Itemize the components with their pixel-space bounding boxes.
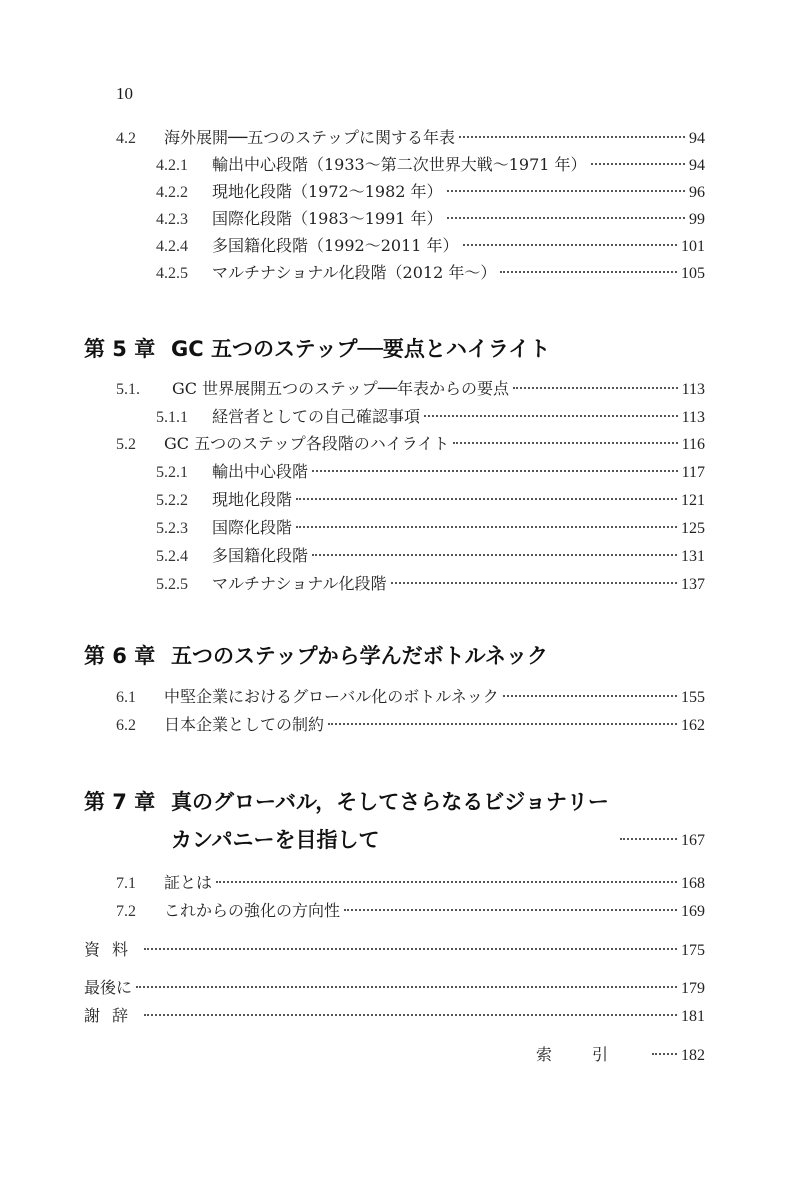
section-number: 4.2	[116, 130, 136, 147]
toc-entry-5-2-1[interactable]	[156, 460, 705, 484]
section-page: 121	[681, 492, 705, 509]
toc-entry-4-2-5[interactable]	[156, 261, 705, 285]
back-matter-page: 179	[681, 980, 705, 997]
toc-entry-index[interactable]	[536, 1043, 705, 1067]
toc-entry-5-2-5[interactable]	[156, 572, 705, 596]
back-matter-title: 最後に	[84, 978, 133, 997]
dot-leader	[463, 244, 677, 246]
toc-entry-7-2[interactable]	[116, 899, 705, 923]
section-number: 4.2.5	[156, 265, 188, 282]
dot-leader	[503, 695, 677, 697]
section-title: これからの強化の方向性	[164, 901, 341, 920]
chapter-label: 第 5 章	[84, 337, 156, 361]
toc-entry-6-1[interactable]	[116, 685, 705, 709]
section-page: 137	[681, 576, 705, 593]
chapter-title-line2: カンパニーを目指して	[171, 828, 380, 852]
section-number: 5.1.1	[156, 409, 188, 426]
toc-entry-5-2-3[interactable]	[156, 516, 705, 540]
section-page: 94	[689, 157, 705, 174]
dot-leader	[447, 190, 685, 192]
section-title: 証とは	[164, 873, 213, 892]
back-matter-page: 181	[681, 1008, 705, 1025]
toc-entry-4-2-2[interactable]	[156, 180, 705, 204]
section-title: GC 世界展開五つのステップ──年表からの要点	[172, 379, 510, 398]
chapter-title-line1: 真のグローバル，そしてさらなるビジョナリー	[171, 790, 609, 814]
section-number: 5.2.1	[156, 464, 188, 481]
dot-leader	[144, 1014, 677, 1016]
dot-leader	[391, 582, 677, 584]
section-page: 101	[681, 238, 705, 255]
toc-entry-4-2-3[interactable]	[156, 207, 705, 231]
section-title: GC 五つのステップ各段階のハイライト	[164, 434, 450, 453]
section-title: 多国籍化段階	[212, 546, 309, 565]
dot-leader	[296, 526, 677, 528]
dot-leader	[312, 470, 678, 472]
section-number: 6.1	[116, 689, 136, 706]
toc-entry-4-2-4[interactable]	[156, 234, 705, 258]
section-number: 5.2.2	[156, 492, 188, 509]
chapter-7-page-ref	[616, 829, 705, 853]
chapter-label: 第 6 章	[84, 644, 156, 668]
dot-leader	[328, 723, 677, 725]
section-page: 113	[681, 409, 705, 426]
section-title: 海外展開──五つのステップに関する年表	[164, 128, 455, 147]
dot-leader	[453, 442, 677, 444]
toc-entry-5-1[interactable]	[116, 377, 705, 401]
section-number: 7.1	[116, 875, 136, 892]
section-title: 国際化段階	[212, 518, 293, 537]
section-page: 125	[681, 520, 705, 537]
section-page: 105	[681, 265, 705, 282]
section-number: 5.2.3	[156, 520, 188, 537]
section-page: 155	[681, 689, 705, 706]
chapter-5-heading[interactable]	[84, 334, 550, 364]
section-page: 169	[681, 903, 705, 920]
back-matter-title: 索引	[536, 1045, 649, 1064]
section-page: 162	[681, 717, 705, 734]
dot-leader	[216, 881, 677, 883]
section-page: 131	[681, 548, 705, 565]
dot-leader	[620, 838, 677, 840]
dot-leader	[344, 909, 677, 911]
chapter-6-heading[interactable]	[84, 641, 548, 671]
dot-leader	[652, 1053, 677, 1055]
toc-entry-afterword[interactable]	[84, 976, 705, 1000]
section-title: 経営者としての自己確認事項	[212, 407, 421, 426]
section-number: 5.2	[116, 436, 136, 453]
section-title: 輸出中心段階	[212, 462, 309, 481]
section-title: 輸出中心段階（1933～第二次世界大戦～1971 年）	[212, 155, 587, 174]
chapter-7-heading-line2[interactable]	[171, 825, 380, 855]
section-title: マルチナショナル化段階	[212, 574, 387, 593]
chapter-page: 167	[681, 832, 705, 849]
section-title: 現地化段階	[212, 490, 293, 509]
section-number: 5.2.4	[156, 548, 188, 565]
toc-entry-5-2-2[interactable]	[156, 488, 705, 512]
back-matter-title: 謝辞	[84, 1006, 141, 1025]
section-page: 96	[689, 184, 705, 201]
toc-entry-7-1[interactable]	[116, 871, 705, 895]
back-matter-page: 182	[681, 1047, 705, 1064]
toc-entry-6-2[interactable]	[116, 713, 705, 737]
section-page: 94	[689, 130, 705, 147]
chapter-7-heading[interactable]	[84, 787, 609, 817]
page-number: 10	[116, 84, 133, 103]
chapter-title: GC 五つのステップ──要点とハイライト	[171, 337, 551, 361]
section-title: 多国籍化段階（1992～2011 年）	[212, 236, 459, 255]
dot-leader	[296, 498, 677, 500]
section-number: 5.2.5	[156, 576, 188, 593]
chapter-title: 五つのステップから学んだボトルネック	[171, 644, 548, 668]
dot-leader	[459, 136, 685, 138]
section-title: マルチナショナル化段階（2012 年～）	[212, 263, 497, 282]
section-title: 日本企業としての制約	[164, 715, 325, 734]
dot-leader	[513, 387, 678, 389]
dot-leader	[136, 986, 677, 988]
toc-entry-4-2[interactable]	[116, 126, 705, 150]
toc-entry-materials[interactable]	[84, 938, 705, 962]
toc-entry-5-1-1[interactable]	[156, 405, 705, 429]
dot-leader	[447, 217, 685, 219]
section-number: 7.2	[116, 903, 136, 920]
dot-leader	[500, 271, 677, 273]
section-title: 中堅企業におけるグローバル化のボトルネック	[164, 687, 499, 706]
section-number: 4.2.2	[156, 184, 188, 201]
back-matter-page: 175	[681, 942, 705, 959]
section-number: 4.2.3	[156, 211, 188, 228]
section-page: 99	[689, 211, 705, 228]
toc-entry-4-2-1[interactable]	[156, 153, 705, 177]
dot-leader	[591, 163, 685, 165]
dot-leader	[424, 415, 678, 417]
section-number: 4.2.4	[156, 238, 188, 255]
dot-leader	[312, 554, 677, 556]
section-title: 現地化段階（1972～1982 年）	[212, 182, 443, 201]
back-matter-title: 資料	[84, 940, 141, 959]
chapter-label: 第 7 章	[84, 790, 156, 814]
section-page: 116	[681, 436, 705, 453]
section-number: 5.1.	[116, 381, 140, 398]
section-page: 117	[681, 464, 705, 481]
section-number: 4.2.1	[156, 157, 188, 174]
toc-entry-5-2-4[interactable]	[156, 544, 705, 568]
section-number: 6.2	[116, 717, 136, 734]
toc-entry-acknowledgments[interactable]	[84, 1004, 705, 1028]
section-page: 113	[681, 381, 705, 398]
dot-leader	[144, 948, 677, 950]
toc-entry-5-2[interactable]	[116, 432, 705, 456]
section-page: 168	[681, 875, 705, 892]
section-title: 国際化段階（1983～1991 年）	[212, 209, 443, 228]
